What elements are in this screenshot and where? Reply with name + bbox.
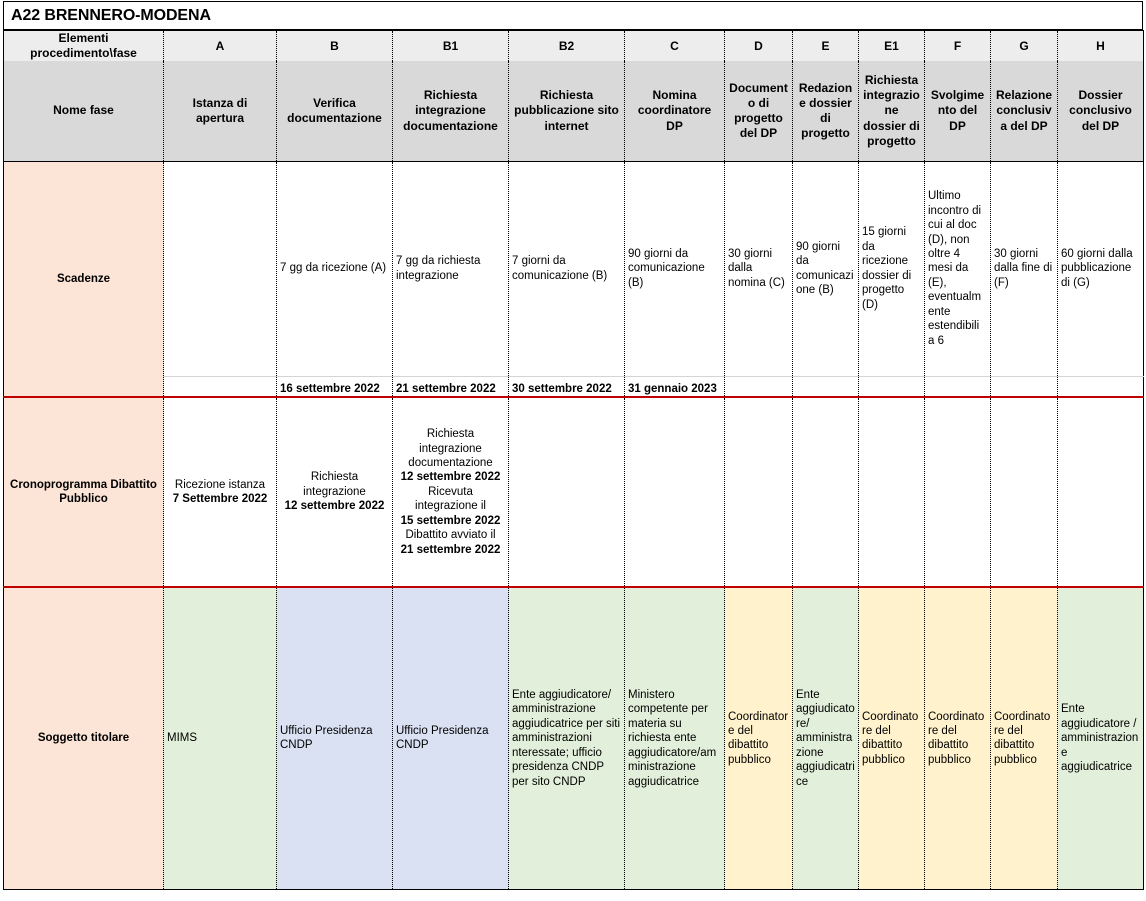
sheet-title-bar	[3, 1, 1143, 30]
scadenza-h: 60 giorni dalla pubblicazione di (G)	[1058, 161, 1144, 376]
crono-b2	[509, 397, 625, 587]
phase-code-b2: B2	[509, 31, 625, 62]
phase-name-b2: Richiesta pubblicazione sito internet	[509, 61, 625, 161]
scadenza-c: 90 giorni da comunicazione (B)	[625, 161, 725, 376]
phase-code-b1: B1	[393, 31, 509, 62]
soggetto-b: Ufficio Presidenza CNDP	[277, 587, 393, 889]
crono-g	[991, 397, 1058, 587]
phase-name-e: Redazione dossier di progetto	[793, 61, 859, 161]
crono-line: 15 settembre 2022	[400, 514, 501, 527]
soggetto-e: Ente aggiudicatore/ amministrazione aggiudicatrice	[793, 587, 859, 889]
crono-a	[164, 397, 277, 587]
soggetto-b2: Ente aggiudicatore/ amministrazione aggiudicatrice per siti amministrazioni nteressate; ufficio presidenza CNDP per sito CNDP	[509, 587, 625, 889]
crono-line: Richiesta integrazione	[303, 471, 366, 498]
page-title: A22 BRENNERO-MODENA	[11, 6, 211, 24]
scadenza-date-e1	[859, 376, 925, 397]
scadenza-b: 7 gg da ricezione (A)	[277, 161, 393, 376]
crono-line: 21 settembre 2022	[400, 543, 501, 556]
corner-header-cell: Elementi procedimento\fase	[4, 31, 164, 62]
phase-name-h: Dossier conclusivo del DP	[1058, 61, 1144, 161]
crono-line: Ricezione istanza	[174, 478, 266, 491]
phase-code-e1: E1	[859, 31, 925, 62]
scadenza-a	[164, 161, 277, 376]
crono-d	[725, 397, 793, 587]
scadenza-date-b2: 30 settembre 2022	[509, 376, 625, 397]
soggetto-g: Coordinatore del dibattito pubblico	[991, 587, 1058, 889]
crono-c	[625, 397, 725, 587]
phase-name-d: Documento di progetto del DP	[725, 61, 793, 161]
scadenza-date-c: 31 gennaio 2023	[625, 376, 725, 397]
soggetto-b1: Ufficio Presidenza CNDP	[393, 587, 509, 889]
scadenza-d: 30 giorni dalla nomina (C)	[725, 161, 793, 376]
row-label-soggetto-titolare: Soggetto titolare	[4, 587, 164, 889]
crono-f	[925, 397, 991, 587]
scadenza-date-b1: 21 settembre 2022	[393, 376, 509, 397]
crono-line: 12 settembre 2022	[284, 500, 385, 513]
crono-line: Ricevuta integrazione il	[415, 485, 486, 513]
scadenza-date-f	[925, 376, 991, 397]
scadenza-date-b: 16 settembre 2022	[277, 376, 393, 397]
scadenza-f: Ultimo incontro di cui al doc (D), non oltre 4 mesi da (E), eventualmente estendibili a 6	[925, 161, 991, 376]
row-label-scadenze: Scadenze	[4, 161, 164, 397]
scadenza-date-d	[725, 376, 793, 397]
phase-code-d: D	[725, 31, 793, 62]
crono-b1	[393, 397, 509, 587]
scadenza-date-e	[793, 376, 859, 397]
phase-code-a: A	[164, 31, 277, 62]
crono-line: Dibattito avviato il	[405, 529, 496, 542]
scadenza-date-g	[991, 376, 1058, 397]
soggetto-d: Coordinatore del dibattito pubblico	[725, 587, 793, 889]
crono-line: Richiesta integrazione documentazione	[408, 428, 493, 469]
phase-code-c: C	[625, 31, 725, 62]
crono-line: 7 Settembre 2022	[172, 493, 268, 506]
scadenza-e1: 15 giorni da ricezione dossier di progetto (D)	[859, 161, 925, 376]
crono-e1	[859, 397, 925, 587]
phase-name-c: Nomina coordinatore DP	[625, 61, 725, 161]
scadenza-b2: 7 giorni da comunicazione (B)	[509, 161, 625, 376]
crono-line: 12 settembre 2022	[400, 471, 501, 484]
phase-name-b1: Richiesta integrazione documentazione	[393, 61, 509, 161]
phases-table	[3, 30, 1144, 890]
phase-name-b: Verifica documentazione	[277, 61, 393, 161]
table-row-scadenze-dates	[4, 376, 1144, 397]
scadenza-g: 30 giorni dalla fine di (F)	[991, 161, 1058, 376]
row-label-nome-fase: Nome fase	[4, 61, 164, 161]
phase-code-g: G	[991, 31, 1058, 62]
phase-name-a: Istanza di apertura	[164, 61, 277, 161]
phase-code-b: B	[277, 31, 393, 62]
scadenza-b1: 7 gg da richiesta integrazione	[393, 161, 509, 376]
row-label-cronoprogramma: Cronoprogramma Dibattito Pubblico	[4, 397, 164, 587]
table-row-soggetto-titolare	[4, 587, 1144, 889]
table-row-cronoprogramma	[4, 397, 1144, 587]
phase-code-e: E	[793, 31, 859, 62]
phase-code-f: F	[925, 31, 991, 62]
soggetto-a: MIMS	[164, 587, 277, 889]
table-header-codes	[4, 31, 1144, 62]
phase-name-g: Relazione conclusiva del DP	[991, 61, 1058, 161]
scadenza-date-h	[1058, 376, 1144, 397]
soggetto-f: Coordinatore del dibattito pubblico	[925, 587, 991, 889]
table-row-scadenze	[4, 161, 1144, 376]
soggetto-h: Ente aggiudicatore / amministrazione aggiudicatrice	[1058, 587, 1144, 889]
crono-e	[793, 397, 859, 587]
phase-code-h: H	[1058, 31, 1144, 62]
phase-name-e1: Richiesta integrazione dossier di progetto	[859, 61, 925, 161]
phase-name-f: Svolgimento del DP	[925, 61, 991, 161]
scadenza-e: 90 giorni da comunicazione (B)	[793, 161, 859, 376]
soggetto-c: Ministero competente per materia su richiesta ente aggiudicatore/amministrazione aggiudicatrice	[625, 587, 725, 889]
table-header-names	[4, 61, 1144, 161]
crono-b	[277, 397, 393, 587]
crono-h	[1058, 397, 1144, 587]
soggetto-e1: Coordinatore del dibattito pubblico	[859, 587, 925, 889]
scadenza-date-a	[164, 376, 277, 397]
